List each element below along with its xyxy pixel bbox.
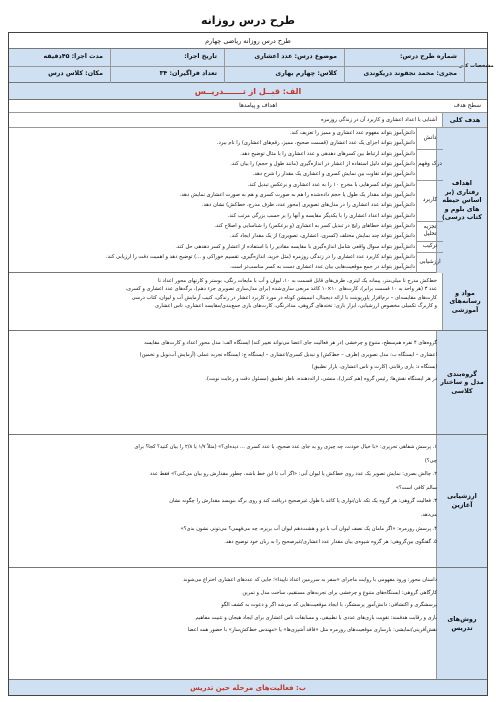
- grouping-line: در هر ایستگاه نقش‌ها: رئیس گروه (هم کنترل)، منشی، ارائه‌دهنده، ناظر تطبیق (مسئول دقت و رعایت نوبت).: [205, 376, 437, 382]
- methods-line: پرسشگری و اکتشافی: دانش‌آموز پرسشگر، با ایجاد موقعیت‌هایی که می‌شه اگر و دعوت به کشف الگو: [221, 602, 437, 609]
- page-title: طرح درس روزانه: [200, 14, 296, 27]
- assessment-line: ۲. چالش بصری: نمایش تصویر یک عدد روی خط‌کش یا لیوان آبی: «اگر آب تا این خط باشه، چطور مقدارش رو بیان می‌کنی؟» فقط عدد: [150, 471, 437, 478]
- assessment-line: ۱. پرسش شفاهی تحریری: «با خیال خودت، چه چیزی رو به جای عدد صحیح، با عدد کسری ... دیده‌ای؟» (مثلاً ۱/۷ یا ۲/۸ را بیان کنید؟ کجا؟ برای: [134, 444, 437, 450]
- materials-label: مواد و رسانه‌های آموزشی: [442, 273, 487, 330]
- general-info: [9, 49, 494, 83]
- assessment-label: ارزشیابی آغازین: [436, 435, 487, 567]
- objective-item: دانش‌آموز بتواند عدد اعشاری را در مدل‌های تصویری (محور عدد، ظرف مدرج، خط‌کش) نشان دهد.: [201, 202, 415, 208]
- class-name: کلاس: چهارم بهاری: [275, 70, 337, 77]
- objectives-label: اهداف رفتاری (بر اساس حیطه های بلوم و کتاب درسی): [436, 128, 487, 273]
- grouping-row: [9, 331, 487, 435]
- duration: مدت اجرا: ۴۵دقیقه: [43, 53, 103, 60]
- level-comprehension: درک وفهم: [416, 149, 443, 181]
- level-analysis: تجزیه تحلیل: [416, 221, 443, 242]
- assessment-row: [9, 435, 487, 568]
- objective-item: دانش‌آموز بتواند دلیل استفاده از اعشار در اندازه‌گیری (مانند طول و حجم) را بیان کند.: [230, 161, 415, 167]
- student-count: تعداد فراگیران: ۳۴: [159, 70, 217, 77]
- objective-item: دانش‌آموز بتواند خطاهای رایج در تبدیل کسر به اعشاری (و برعکس) را شناسایی و اصلاح کند.: [214, 223, 415, 229]
- assessment-line: ۴. پرسش روزمره: «اگر مامان یک نصف لیوان آب با دو و هشت‌دهم لیوان آب بریزه، چه می‌فهمی؟ می‌تونی نشون بدی؟»: [180, 525, 437, 532]
- general-goal-label: هدف کلی: [442, 113, 487, 127]
- general-goal-text: آشنایی با اعداد اعشاری و کاربرد آن در زندگی روزمره: [321, 117, 437, 123]
- info-divider: [9, 66, 465, 67]
- assessment-text: [15, 441, 437, 565]
- level-evaluation: ارزشیابی: [416, 252, 443, 273]
- materials-line: خط‌کش مدرج تا میلی‌متر، پیمانه یک لیتری، ظرف‌های قابل قسمت به ۱۰، لیوان و آب با مایعات رنگی، بوستر و کارتهای محور اعداد تا: [157, 278, 437, 284]
- objective-item: دانش‌آموز بتواند مفهوم عدد اعشاری و ممیز را تعریف کند.: [289, 130, 415, 136]
- methods-line: بازی و رقابت هدفمند: تقویت بازی‌های عددی با تطبیقی، و مسابقات تاس اعشاری برای ایجاد هیجان و تثبیت مفاهیم: [195, 614, 437, 621]
- objective-item: دانش‌آموز بتواند چند نمایش مختلف (کسری، اعشاری، تصویری) از یک مقدار ایجاد کند.: [229, 233, 415, 239]
- assessment-line: ۳. فعالیت گروهی: هر گروه یک تکه نان/نواری یا کاغذ با طول غیرصحیح دریافت کند و روی برگه بنویسد مقدارش را چگونه نشان: [169, 498, 437, 505]
- grouping-line: ایستگاه د: بازی رقابتی (کارت و تاس اعشاری، بازار تطبیق): [311, 364, 437, 370]
- goals-header: اهداف و پیامدها: [239, 103, 277, 109]
- lesson-subject: موضوع درس: عدد اعشاری: [254, 53, 337, 60]
- methods-line: کارگاهی گروهی: ایستگاه‌های متنوع و چرخشی برای تجربه‌های مستقیم، ساخت مدل و تمرین: [242, 589, 437, 596]
- materials-text: [15, 277, 437, 327]
- teacher-name: مجری: محمد نجفوند دریکوندی: [363, 70, 457, 77]
- materials-line: و کاربرگ تکمیلی مخصوص ارزشیابی، ابزار بازی: تخته‌های گروهی، مدادرنگی، کارت‌های بازی جمع‌بندی/مقایسه اعشاری، تاس اعشاری: [154, 303, 437, 310]
- materials-row: [9, 273, 487, 331]
- plan-subtitle: طرح درس روزانه ریاضی چهارم: [9, 33, 487, 49]
- methods-text: [15, 574, 437, 674]
- section-during-teaching: ب: فعالیت‌های مرحله حین تدریس: [9, 679, 487, 695]
- objective-item: دانش‌آموز بتواند کسرهایی با مخرج ۱۰ را به عدد اعشاری و برعکس تبدیل کند.: [247, 182, 415, 188]
- objective-item: دانش‌آموز بتواند اجزای یک عدد اعشاری (قسمت صحیح، ممیز، رقم‌های اعشاری) را نام ببرد.: [216, 140, 415, 146]
- assessment-line: سالم کافی است؟»: [395, 484, 437, 491]
- level-knowledge: دانش: [416, 128, 443, 150]
- objective-item: دانش‌آموز بتواند در جمع موقعیت‌هایی بیان عدد اعشاری دست به کسر مناسب‌تر است.: [229, 264, 415, 270]
- grouping-line: اعشاری – ایستگاه ب: مدل تصویری (ظرف – خط‌کش) و تبدیل کسری/اعشاری – ایستگاه ج: ایستگاه تجربه عملی (آزمایش آب‌نوبل و تخمین): [139, 352, 437, 358]
- assessment-line: ۵. گفتگوی بین‌گروهی: هر گروه شیوه‌ی بیان مقدار عدد اعشاری/غیرصحیح را به زبان خود توضیح دهد.: [224, 539, 437, 546]
- assessment-line: چی؟): [424, 457, 437, 464]
- objective-item: دانش‌آموز بتواند مقدار یک طول یا حجم داده‌شده را هم به صورت کسری و هم به صورت اعشاری نمایش دهد.: [179, 192, 415, 198]
- objective-item: دانش‌آموز بتواند اعداد اعشاری را با یکدیگر مقایسه و آنها را بر حسب بزرگی مرتب کند.: [227, 213, 415, 219]
- methods-line: نقش‌آفرینی/نمایشی: بازسازی موقعیت‌های روزمره مثل «فاقد آشپزی‌ها» یا «مهندس خط‌کش‌ساز» با حضور همه اعضا: [187, 627, 437, 634]
- column-header-row: [9, 100, 487, 113]
- general-goal-row: [9, 113, 487, 128]
- grouping-label: گروه‌بندی مدل و ساختار کلاسی: [436, 331, 487, 434]
- place: مکان: کلاس درس: [48, 70, 103, 77]
- level-synthesis: ترکیب: [416, 241, 443, 253]
- objectives-block: [9, 128, 487, 273]
- methods-row: [9, 568, 487, 679]
- execution-date: تاریخ اجرا:: [184, 53, 217, 60]
- grouping-text: [15, 337, 437, 429]
- level-application: کاربرد: [416, 180, 443, 222]
- grouping-line: گروه‌های ۴ نفره هم‌سطح، متنوع و چرخشی (در هر فعالیت جای اعضا می‌تواند تغییر کند) ایستگاه الف: مدل محور اعداد و کارت‌های مقایسه: [144, 340, 437, 346]
- materials-line: کارت‌های مقایسه‌ای – نرم‌افزار پاورپوینت با ارائه دیجیتال، انیمیشن کوتاه در مورد کاربرد اعشار در زندگی، کتیب آزمایش آب و لیوان، کتاب درسی: [131, 294, 437, 301]
- methods-line: داستان محور: ورود مفهومی با روایت ماجرای «سفر به سرزمین اعداد ناپیدا»؛ جایی که عددهای اعشاری اختراع می‌شوند: [183, 577, 437, 583]
- section-before-teaching: الف: قبــل از تـــــــدریــس: [9, 83, 487, 100]
- objective-item: دانش‌آموز بتواند تفاوت بین نمایش کسری و اعشاری یک مقدار را شرح دهد.: [252, 171, 415, 177]
- goal-level-header: سطح هدف: [453, 103, 481, 109]
- lesson-plan-table: [8, 32, 494, 696]
- plan-number: شماره طرح درس:: [400, 53, 457, 60]
- objective-item: دانش‌آموز بتواند کاربرد عدد اعشاری را در زندگی روزمره (مثل خرید، اندازه‌گیری، تقسیم خوراکی و ...) توضیح دهد و اهمیت دقت را ارزیابی کند.: [105, 254, 415, 260]
- objectives-list: [11, 128, 415, 273]
- methods-label: روش‌های تدریس: [436, 568, 487, 679]
- assessment-line: می‌دهد.: [420, 511, 437, 518]
- objective-item: دانش‌آموز بتواند سوال واقعی شامل اندازه‌گیری با مقایسه مقادیر را با استفاده از اعشار و کسر دهدهی حل کند.: [175, 244, 415, 250]
- objective-item: دانش‌آموز بتواند ارتباط بین کسرهای دهدهی و عدد اعشاری را با مثال توضیح دهد.: [240, 151, 415, 157]
- info-corner-label: مشخصات کلی: [464, 49, 487, 83]
- materials-line: عدد ۳ (هر واحد به ۱۰ قسمت برابر)، کارت‌های ۱۰×۱۰ کاغذ مربعی سازی‌شده (برای مدل‌سازی تصویری جزء دهم)، برگه‌های عدد اعشاری و کسری،: [125, 286, 437, 293]
